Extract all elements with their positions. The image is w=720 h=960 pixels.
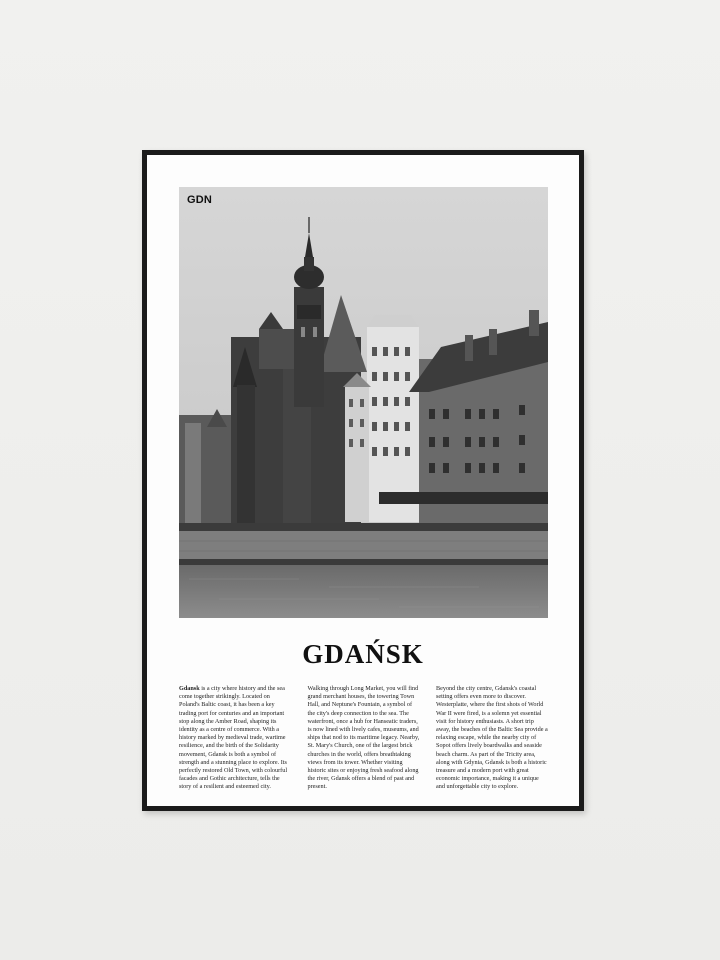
column-text: Beyond the city centre, Gdansk's coastal setting offers even more to discover. Westerplatte, where the first shots of World War II were fired, is a solemn yet essential visit for history enthusiasts. A short trip away, the beaches of the Baltic Sea provide a relaxing escape, while the nearby city of Sopot offers lively boardwalks and seaside beach charm. As part of the Tricity area, along with Gdynia, Gdansk is both a historic treasure and a modern port with great economic importance, making it a unique and unforgettable city to explore.: [436, 685, 548, 791]
column-text: Walking through Long Market, you will find grand merchant houses, the towering Town Hall, and Neptune's Fountain, a symbol of the city's deep connection to the sea. The waterfront, once a hub for Hanseatic traders, is now lined with lively cafes, museums, and ships that nod to its maritime legacy. Nearby, St. Mary's Church, one of the largest brick churches in the world, offers breathtaking views from its tower. Whether visiting historic sites or enjoying fresh seafood along the river, Gdansk offers a blend of past and present.: [307, 685, 420, 791]
description-column-3: [436, 685, 548, 791]
waterfront-illustration: [179, 187, 548, 618]
city-photo: [179, 187, 548, 618]
column-lead: Gdansk: [179, 685, 200, 692]
poster-frame: [142, 150, 584, 811]
city-code: GDN: [187, 194, 213, 206]
description-column-2: [307, 685, 420, 791]
poster-title: GDAŃSK: [302, 639, 424, 669]
column-text: is a city where history and the sea come together strikingly. Located on Poland's Baltic coast, it has been a key trading port for centuries and an important stop along the Amber Road, shaping its identity as a centre of commerce. With a history marked by medieval trade, wartime resilience, and the birth of the Solidarity movement, Gdansk is both a symbol of strength and a stunning place to explore. Its perfectly restored Old Town, with colourful facades and Gothic architecture, tells the story of a resilient and esteemed city.: [179, 685, 288, 791]
description-column-1: [179, 685, 291, 791]
description-columns: [179, 685, 548, 791]
